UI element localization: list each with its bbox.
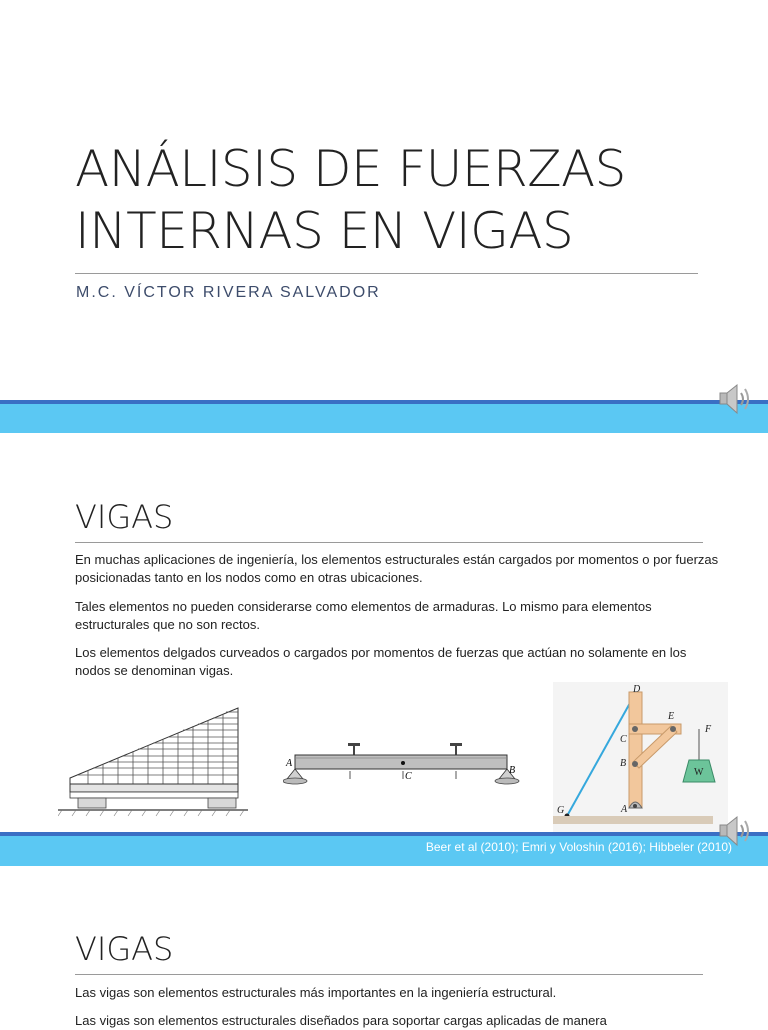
slide2-divider [75, 542, 703, 543]
beam-label-b: B [509, 765, 516, 776]
title-line-1: ANÁLISIS DE FUERZAS [75, 140, 626, 198]
frame-label-w: W [694, 767, 704, 778]
slide1-band-light [0, 404, 768, 433]
slide3-heading: VIGAS [75, 930, 174, 968]
slide2-paragraph-1: En muchas aplicaciones de ingeniería, los elementos estructurales están cargados por momentos o por fuerzas posicionadas tanto en los nodos como en otras ubicaciones. [75, 552, 719, 585]
figure-stadium-structure [58, 700, 248, 818]
frame-label-a: A [621, 804, 628, 815]
slide2-paragraph-3: Los elementos delgados curveados o cargados por momentos de fuerzas que actúan no solamente en los nodos se denominan vigas. [75, 645, 687, 678]
slide3-paragraph-2: Las vigas son elementos estructurales diseñados para soportar cargas aplicadas de manera [75, 1013, 607, 1028]
figure-frame-weight [553, 682, 728, 832]
frame-label-d: D [633, 684, 641, 695]
slide2-paragraph-2: Tales elementos no pueden considerarse como elementos de armaduras. Lo mismo para elementos estructurales que no son rectos. [75, 599, 652, 632]
frame-label-g: G [557, 805, 565, 816]
slide3-divider [75, 974, 703, 975]
frame-label-c: C [620, 734, 627, 745]
beam-label-c: C [405, 771, 412, 782]
speaker-icon[interactable] [714, 812, 754, 850]
frame-label-e: E [668, 711, 675, 722]
author-name: M.C. VÍCTOR RIVERA SALVADOR [76, 284, 381, 301]
frame-label-f: F [705, 724, 712, 735]
title-line-2: INTERNAS EN VIGAS [75, 202, 574, 260]
figure-supported-beam [283, 735, 523, 785]
slide1-title [75, 138, 715, 262]
title-divider [75, 273, 698, 274]
speaker-icon[interactable] [714, 380, 754, 418]
slide2-heading: VIGAS [75, 498, 174, 536]
frame-label-b: B [620, 758, 627, 769]
beam-label-a: A [286, 758, 293, 769]
slide2-citation: Beer et al (2010); Emri y Voloshin (2016); Hibbeler (2010) [425, 840, 732, 854]
slide3-paragraph-1: Las vigas son elementos estructurales más importantes en la ingeniería estructural. [75, 985, 557, 1000]
